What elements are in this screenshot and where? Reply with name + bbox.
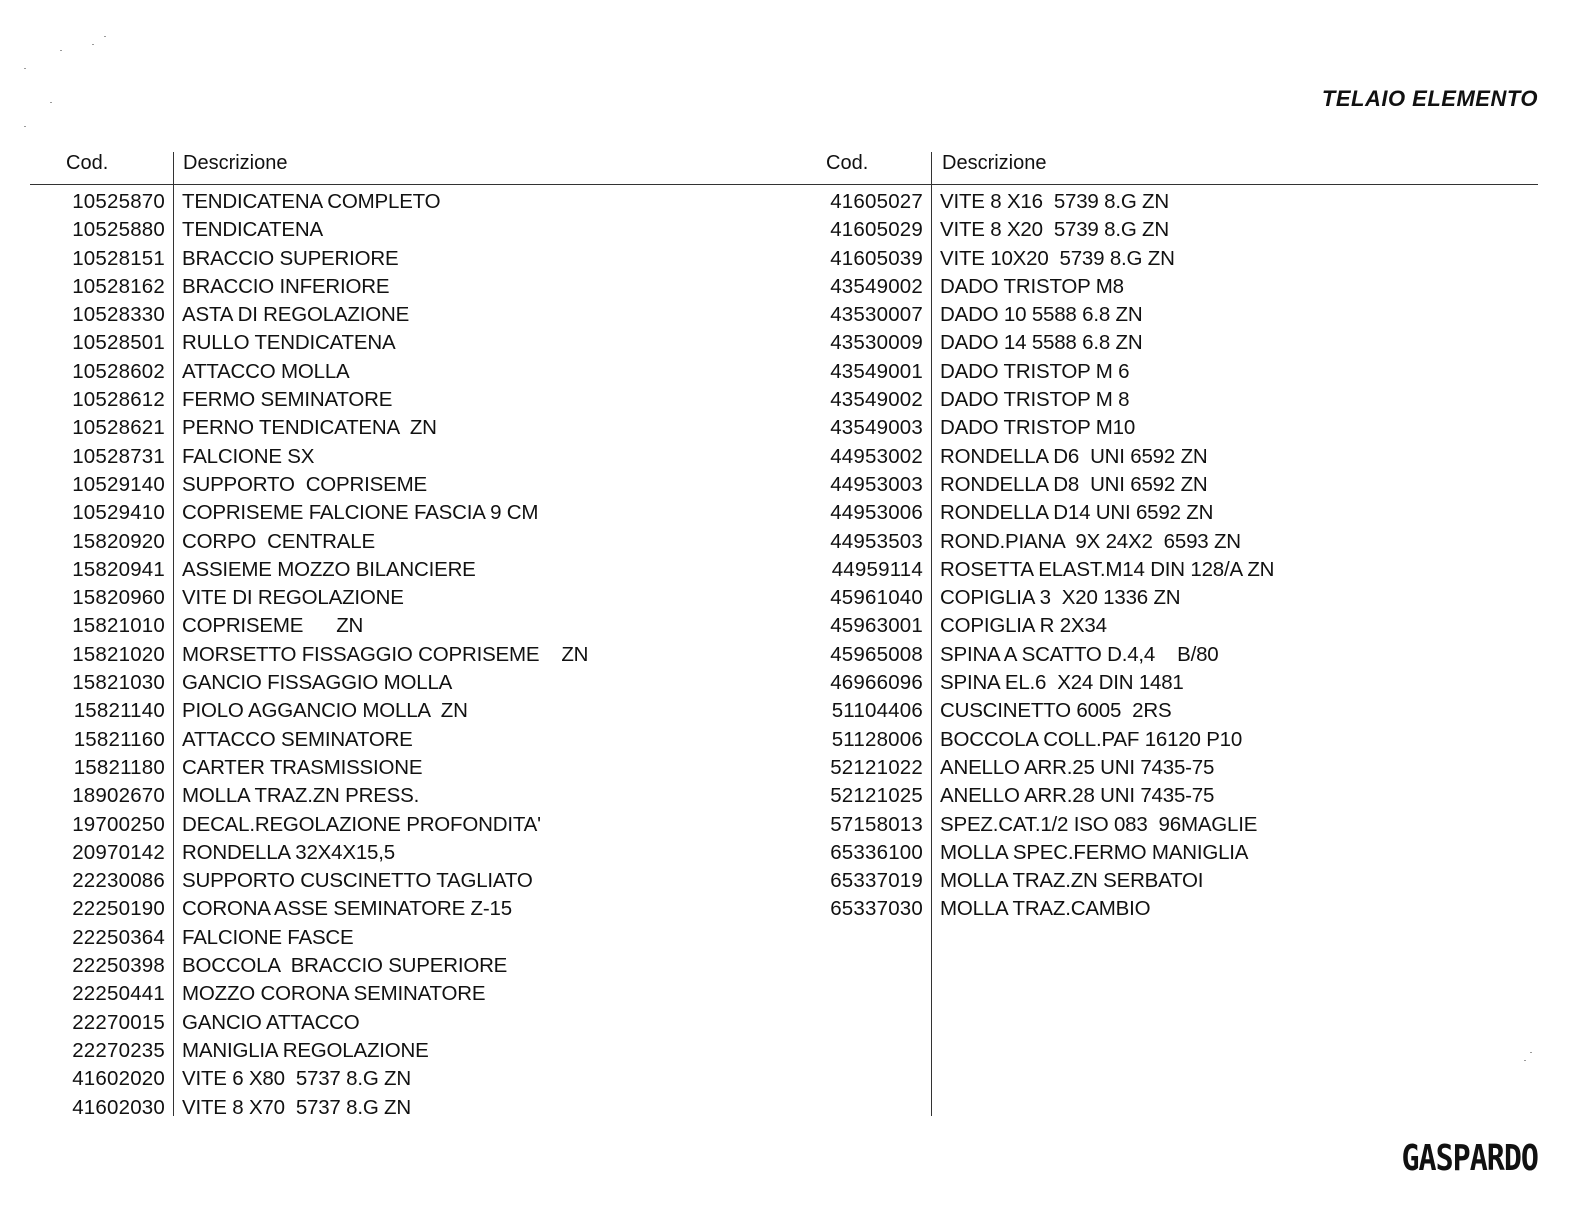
part-row (823, 726, 1274, 754)
part-row (823, 697, 1274, 725)
part-code: 22250441 (72, 982, 165, 1006)
part-description: ATTACCO MOLLA (182, 359, 350, 383)
part-code: 15821160 (73, 727, 165, 751)
part-code: 65337019 (830, 869, 923, 893)
part-code: 15821020 (72, 642, 165, 666)
part-row (823, 443, 1274, 471)
part-description: VITE 6 X80 5737 8.G ZN (182, 1067, 411, 1091)
part-row (65, 867, 588, 895)
part-code: 41605029 (830, 218, 923, 242)
scan-speck (50, 102, 52, 103)
part-row (65, 612, 588, 640)
part-row (823, 867, 1274, 895)
part-description: TENDICATENA COMPLETO (182, 190, 441, 213)
part-row (65, 273, 588, 301)
part-row (823, 669, 1274, 697)
part-description: MOLLA TRAZ.ZN SERBATOI (940, 869, 1204, 893)
part-code: 10528612 (72, 388, 165, 412)
part-description: CORPO CENTRALE (182, 529, 375, 553)
part-description: BOCCOLA COLL.PAF 16120 P10 (940, 727, 1243, 751)
part-code: 41602020 (72, 1067, 165, 1091)
part-description: BRACCIO SUPERIORE (182, 246, 399, 270)
part-code: 43549002 (830, 388, 923, 412)
part-code: 22270015 (72, 1010, 165, 1034)
part-row (65, 386, 588, 414)
part-code: 15820920 (72, 529, 165, 553)
part-description: ASSIEME MOZZO BILANCIERE (182, 557, 476, 581)
part-row (65, 1037, 588, 1065)
part-description: ROND.PIANA 9X 24X2 6593 ZN (940, 529, 1241, 553)
left-description-header: Descrizione (183, 152, 288, 174)
part-row (65, 329, 588, 357)
scan-speck (1530, 1052, 1532, 1053)
part-description: ASTA DI REGOLAZIONE (182, 303, 410, 327)
part-row (823, 895, 1274, 923)
part-description: PERNO TENDICATENA ZN (182, 416, 437, 440)
part-code: 22250190 (72, 897, 165, 921)
part-row (65, 1094, 588, 1122)
part-description: VITE 8 X20 5739 8.G ZN (940, 218, 1169, 242)
part-code: 41605027 (830, 190, 923, 213)
part-description: FALCIONE FASCE (182, 925, 354, 949)
part-description: SUPPORTO CUSCINETTO TAGLIATO (182, 869, 533, 893)
part-row (823, 471, 1274, 499)
part-row (65, 528, 588, 556)
part-row (823, 188, 1274, 216)
part-description: BOCCOLA BRACCIO SUPERIORE (182, 954, 508, 978)
part-code: 10528602 (72, 359, 165, 383)
part-description: RONDELLA 32X4X15,5 (182, 840, 395, 864)
part-description: COPRISEME ZN (182, 614, 364, 638)
part-row (823, 499, 1274, 527)
part-row (65, 924, 588, 952)
part-row (65, 414, 588, 442)
part-row (65, 952, 588, 980)
part-description: VITE 8 X16 5739 8.G ZN (940, 190, 1169, 213)
part-row (65, 669, 588, 697)
part-description: DECAL.REGOLAZIONE PROFONDITA' (182, 812, 541, 836)
part-code: 52121025 (830, 784, 923, 808)
part-code: 57158013 (830, 812, 923, 836)
part-row (823, 782, 1274, 810)
part-row (823, 811, 1274, 839)
part-code: 45961040 (830, 586, 923, 610)
part-description: COPRISEME FALCIONE FASCIA 9 CM (182, 501, 539, 525)
part-code: 10525880 (72, 218, 165, 242)
part-description: SPINA A SCATTO D.4,4 B/80 (940, 642, 1219, 666)
part-code: 22230086 (72, 869, 165, 893)
part-code: 44953003 (830, 472, 923, 496)
part-code: 22250364 (72, 925, 165, 949)
part-row (65, 584, 588, 612)
part-row (65, 980, 588, 1008)
part-row (65, 216, 588, 244)
part-code: 41605039 (830, 246, 923, 270)
part-row (65, 188, 588, 216)
part-code: 18902670 (72, 784, 165, 808)
part-row (823, 386, 1274, 414)
part-row (823, 273, 1274, 301)
part-description: PIOLO AGGANCIO MOLLA ZN (182, 699, 468, 723)
part-code: 45963001 (830, 614, 923, 638)
part-code: 43549003 (830, 416, 923, 440)
part-description: RONDELLA D6 UNI 6592 ZN (940, 444, 1208, 468)
part-description: MOLLA SPEC.FERMO MANIGLIA (940, 840, 1249, 864)
part-description: VITE 8 X70 5737 8.G ZN (182, 1095, 411, 1119)
part-row (65, 358, 588, 386)
part-code: 41602030 (72, 1095, 165, 1119)
part-code: 10529410 (72, 501, 165, 525)
part-row (65, 245, 588, 273)
part-description: ANELLO ARR.25 UNI 7435-75 (940, 755, 1215, 779)
part-row (823, 584, 1274, 612)
part-code: 65336100 (830, 840, 923, 864)
part-code: 52121022 (830, 755, 923, 779)
scan-speck (24, 126, 26, 127)
part-code: 44959114 (831, 557, 923, 581)
part-code: 44953006 (830, 501, 923, 525)
part-description: RONDELLA D8 UNI 6592 ZN (940, 472, 1208, 496)
part-row (823, 301, 1274, 329)
part-description: DADO TRISTOP M 6 (940, 359, 1130, 383)
part-description: GANCIO ATTACCO (182, 1010, 360, 1034)
part-code: 44953002 (830, 444, 923, 468)
part-description: DADO TRISTOP M 8 (940, 388, 1130, 412)
part-row (823, 414, 1274, 442)
part-description: VITE DI REGOLAZIONE (182, 586, 404, 610)
right-description-header: Descrizione (942, 152, 1047, 174)
part-description: ATTACCO SEMINATORE (182, 727, 413, 751)
part-row (65, 754, 588, 782)
part-description: CORONA ASSE SEMINATORE Z-15 (182, 897, 512, 921)
part-description: CARTER TRASMISSIONE (182, 755, 423, 779)
part-row (823, 612, 1274, 640)
part-code: 46966096 (830, 671, 923, 695)
part-row (65, 471, 588, 499)
scan-speck (24, 68, 26, 69)
part-description: COPIGLIA R 2X34 (940, 614, 1107, 638)
part-description: FERMO SEMINATORE (182, 388, 393, 412)
part-code: 10528330 (72, 303, 165, 327)
part-row (65, 641, 588, 669)
part-description: SUPPORTO COPRISEME (182, 472, 427, 496)
part-row (65, 556, 588, 584)
part-code: 15821140 (73, 699, 165, 723)
part-row (823, 329, 1274, 357)
part-code: 43549002 (830, 274, 923, 298)
part-row (65, 811, 588, 839)
part-description: DADO TRISTOP M8 (940, 274, 1124, 298)
part-row (65, 443, 588, 471)
part-row (823, 358, 1274, 386)
part-code: 15821180 (73, 755, 165, 779)
scan-speck (60, 50, 62, 51)
left-code-header: Cod. (66, 152, 109, 174)
header-divider (30, 184, 1538, 185)
part-description: MOZZO CORONA SEMINATORE (182, 982, 486, 1006)
part-code: 51128006 (831, 727, 923, 751)
part-row (823, 556, 1274, 584)
part-row (65, 782, 588, 810)
part-code: 15820941 (72, 557, 165, 581)
part-row (65, 895, 588, 923)
part-description: ROSETTA ELAST.M14 DIN 128/A ZN (940, 557, 1275, 581)
part-description: MOLLA TRAZ.ZN PRESS. (182, 784, 420, 808)
part-description: SPEZ.CAT.1/2 ISO 083 96MAGLIE (940, 812, 1258, 836)
part-code: 44953503 (830, 529, 923, 553)
part-code: 19700250 (72, 812, 165, 836)
part-description: GANCIO FISSAGGIO MOLLA (182, 671, 453, 695)
part-code: 15820960 (72, 586, 165, 610)
part-description: MOLLA TRAZ.CAMBIO (940, 897, 1151, 921)
part-description: MORSETTO FISSAGGIO COPRISEME ZN (182, 642, 589, 666)
part-row (65, 726, 588, 754)
part-description: COPIGLIA 3 X20 1336 ZN (940, 586, 1181, 610)
part-row (823, 245, 1274, 273)
scan-speck (1524, 1060, 1526, 1061)
part-description: MANIGLIA REGOLAZIONE (182, 1038, 429, 1062)
part-row (823, 839, 1274, 867)
part-description: CUSCINETTO 6005 2RS (940, 699, 1172, 723)
part-row (65, 1065, 588, 1093)
part-description: RULLO TENDICATENA (182, 331, 396, 355)
part-row (65, 1009, 588, 1037)
part-row (65, 697, 588, 725)
part-code: 22250398 (72, 954, 165, 978)
right-parts-list (823, 188, 1274, 924)
part-code: 10525870 (72, 190, 165, 213)
part-row (823, 216, 1274, 244)
part-code: 43549001 (830, 359, 923, 383)
scan-speck (92, 44, 94, 45)
part-description: TENDICATENA (182, 218, 323, 242)
part-description: BRACCIO INFERIORE (182, 274, 390, 298)
part-description: DADO 14 5588 6.8 ZN (940, 331, 1143, 355)
part-code: 10529140 (72, 472, 165, 496)
part-code: 43530009 (830, 331, 923, 355)
part-row (823, 754, 1274, 782)
part-code: 10528731 (72, 444, 165, 468)
part-row (65, 301, 588, 329)
right-code-header: Cod. (826, 152, 869, 174)
part-description: SPINA EL.6 X24 DIN 1481 (940, 671, 1184, 695)
scan-speck (104, 36, 106, 37)
part-code: 15821030 (72, 671, 165, 695)
part-code: 20970142 (72, 840, 165, 864)
part-description: FALCIONE SX (182, 444, 315, 468)
part-code: 15821010 (72, 614, 165, 638)
part-row (65, 499, 588, 527)
part-code: 10528501 (72, 331, 165, 355)
part-code: 43530007 (830, 303, 923, 327)
brand-logo: GASPARDO (1401, 1138, 1538, 1180)
page-title: TELAIO ELEMENTO (1321, 86, 1538, 111)
left-parts-list (65, 188, 588, 1122)
part-row (823, 641, 1274, 669)
part-code: 51104406 (831, 699, 923, 723)
part-description: ANELLO ARR.28 UNI 7435-75 (940, 784, 1215, 808)
part-code: 10528621 (72, 416, 165, 440)
part-description: DADO 10 5588 6.8 ZN (940, 303, 1143, 327)
part-description: DADO TRISTOP M10 (940, 416, 1136, 440)
part-code: 45965008 (830, 642, 923, 666)
part-code: 10528151 (72, 246, 165, 270)
part-code: 65337030 (830, 897, 923, 921)
part-code: 22270235 (72, 1038, 165, 1062)
part-row (823, 528, 1274, 556)
part-description: RONDELLA D14 UNI 6592 ZN (940, 501, 1214, 525)
part-row (65, 839, 588, 867)
part-description: VITE 10X20 5739 8.G ZN (940, 246, 1175, 270)
part-code: 10528162 (72, 274, 165, 298)
